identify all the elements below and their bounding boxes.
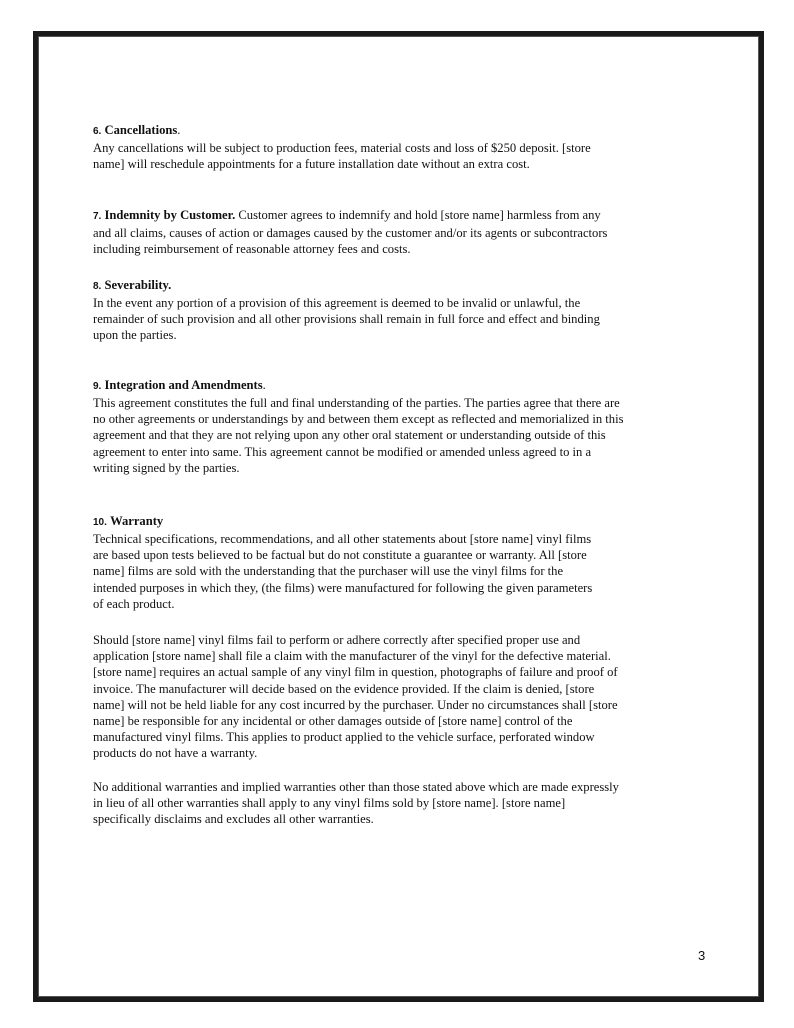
section-severability — [93, 277, 600, 344]
warranty-paragraph-2 — [93, 632, 618, 762]
section-text — [93, 395, 624, 476]
text-line: writing signed by the parties. — [93, 460, 240, 475]
text-line: no other agreements or understandings by and between them except as reflected and memorialized in this — [93, 412, 624, 427]
title-suffix: . — [177, 123, 181, 137]
section-number: 8. — [93, 281, 102, 292]
text-line — [93, 207, 607, 225]
text-line: and all claims, causes of action or damages caused by the customer and/or its agents or subcontractors — [93, 226, 608, 241]
title-suffix: . — [262, 378, 266, 392]
text-line: agreement and that they are not relying upon any other oral statement or understanding outside of this — [93, 428, 606, 443]
text-line: are based upon tests believed to be factual but do not constitute a guarantee or warranty. All [store — [93, 548, 587, 563]
section-cancellations — [93, 122, 591, 172]
section-text — [93, 140, 591, 172]
section-number: 10. — [93, 517, 107, 528]
text-line: specifically disclaims and excludes all other warranties. — [93, 812, 374, 827]
section-title: Indemnity by Customer. — [104, 208, 236, 222]
section-number: 6. — [93, 126, 102, 137]
section-title: Cancellations — [104, 123, 178, 137]
section-heading — [93, 277, 600, 295]
text-line: name] be responsible for any incidental or other damages outside of [store name] control of the — [93, 714, 573, 729]
section-heading — [93, 377, 624, 395]
page-number: 3 — [698, 948, 706, 963]
warranty-paragraph-1 — [93, 531, 592, 612]
section-text — [93, 295, 600, 344]
text-line: intended purposes in which they, (the films) were manufactured for following the given parameters — [93, 580, 593, 595]
text-line: in lieu of all other warranties shall apply to any vinyl films sold by [store name]. [store name] — [93, 796, 566, 811]
text-line: agreement to enter into same. This agreement cannot be modified or amended unless agreed to in a — [93, 444, 592, 459]
text-line: including reimbursement of reasonable attorney fees and costs. — [93, 242, 411, 257]
text-line: In the event any portion of a provision of this agreement is deemed to be invalid or unlawful, the — [93, 296, 581, 310]
section-title: Warranty — [110, 514, 164, 528]
section-warranty — [93, 513, 592, 612]
text-line: No additional warranties and implied warranties other than those stated above which are made expressly — [93, 780, 619, 794]
section-integration — [93, 377, 624, 476]
section-heading — [93, 122, 591, 140]
section-text — [93, 207, 607, 258]
text-line: upon the parties. — [93, 328, 177, 343]
text-line: of each product. — [93, 596, 175, 611]
section-title: Integration and Amendments — [104, 378, 263, 392]
section-number: 7. — [93, 211, 102, 222]
text-line: products do not have a warranty. — [93, 746, 258, 761]
text-line: Any cancellations will be subject to production fees, material costs and loss of $250 deposit. [store — [93, 141, 591, 155]
section-indemnity — [93, 207, 607, 258]
text-line: manufactured vinyl films. This applies to product applied to the vehicle surface, perforated window — [93, 730, 595, 745]
text-line: Should [store name] vinyl films fail to perform or adhere correctly after specified proper use and — [93, 633, 581, 647]
text-line: remainder of such provision and all other provisions shall remain in full force and effect and binding — [93, 312, 600, 327]
section-heading — [93, 513, 592, 531]
text-line: name] films are sold with the understanding that the purchaser will use the vinyl films for the — [93, 564, 564, 579]
text-line: name] will reschedule appointments for a future installation date without an extra cost. — [93, 157, 530, 172]
text-line: name] will not be held liable for any cost incurred by the purchaser. Under no circumstances shall [store — [93, 697, 618, 712]
text-line: Technical specifications, recommendations, and all other statements about [store name] vinyl films — [93, 532, 592, 546]
text-line: [store name] requires an actual sample of any vinyl film in question, photographs of failure and proof of — [93, 665, 618, 680]
warranty-paragraph-3 — [93, 779, 619, 828]
text-line-rest: Customer agrees to indemnify and hold [store name] harmless from any — [235, 208, 601, 222]
section-number: 9. — [93, 381, 102, 392]
text-line: invoice. The manufacturer will decide based on the evidence provided. If the claim is denied, [store — [93, 681, 595, 696]
text-line: This agreement constitutes the full and final understanding of the parties. The parties agree that there are — [93, 396, 620, 410]
section-title: Severability. — [104, 278, 172, 292]
text-line: application [store name] shall file a claim with the manufacturer of the vinyl for the defective material. — [93, 649, 611, 664]
